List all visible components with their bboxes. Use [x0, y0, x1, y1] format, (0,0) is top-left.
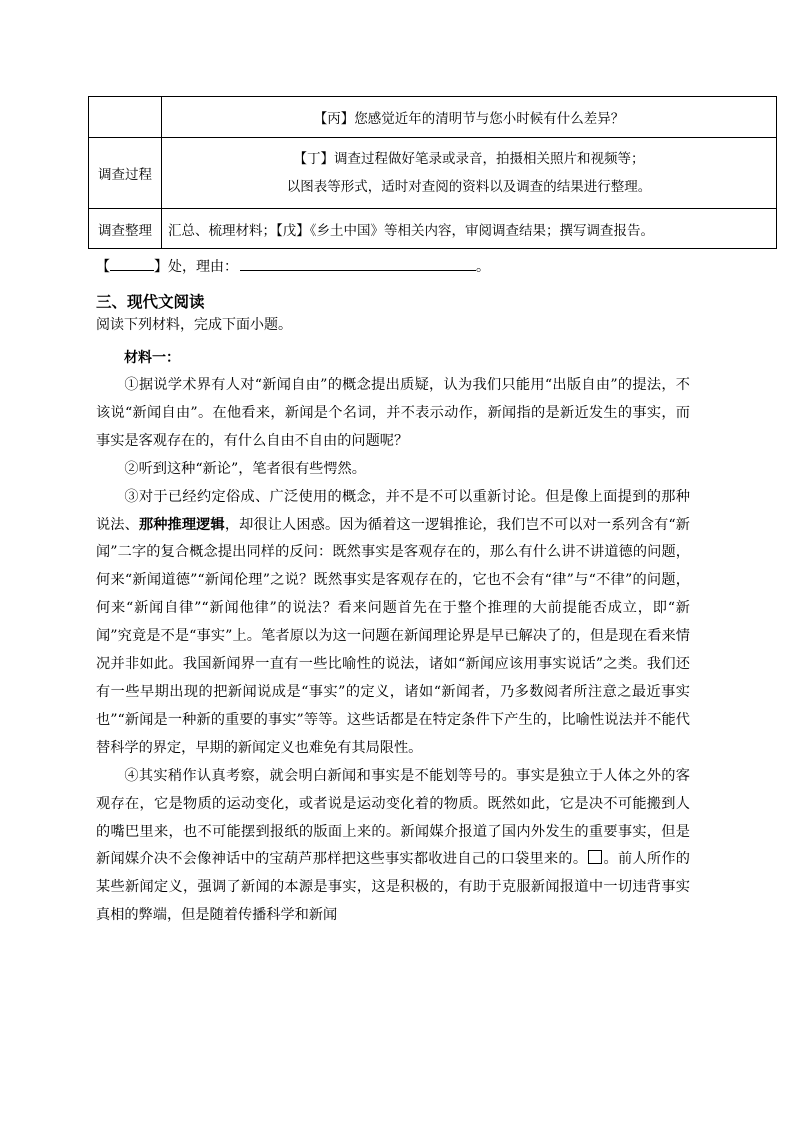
material-title: 材料一： [124, 350, 180, 366]
paragraph-3 [96, 484, 690, 763]
paragraph-1: ①据说学术界有人对“新闻自由”的概念提出质疑，认为我们只能用“出版自由”的提法，不该说“新闻自由”。在他看来，新闻是个名词，并不表示动作，新闻指的是新近发生的事实，而事实是客观存在的，有什么自由不自由的问题呢？ [96, 377, 690, 449]
paragraph-2: ②听到这种“新论”，笔者很有些愕然。 [124, 460, 366, 477]
tag-wu: 【戊】 [276, 222, 310, 239]
summary-before: 汇总、梳理材料； [168, 222, 276, 239]
survey-table [88, 96, 777, 249]
paragraph-4-part-a: ④其实稍作认真考察，就会明白新闻和事实是不能划等号的。事实是独立于人体之外的客观存在，它是物质的运动变化，或者说是运动变化着的物质。既然如此，它是决不可能搬到人的嘴巴里来，也不可能摆到报纸的版面上来的。新闻媒介报道了国内外发生的重要事实，但是新闻媒介决不会像神话中的宝葫芦那样把这些事实都收进自己的口袋里来的。 [96, 767, 690, 868]
answer-end: 。 [476, 259, 490, 275]
answer-line [96, 256, 490, 276]
section-instruction: 阅读下列材料，完成下面小题。 [96, 317, 292, 333]
process-line-1-text: 调查过程做好笔录或录音，拍摄相关照片和视频等； [334, 151, 645, 167]
section-title: 三、现代文阅读 [96, 293, 205, 311]
article-body [96, 372, 690, 930]
paragraph-3-part-b: ，却很让人困惑。因为循着这一逻辑推论，我们岂不可以对一系列含有“新闻”二字的复合概念提出同样的反问：既然事实是客观存在的，那么有什么讲不讲道德的问题，何来“新闻道德”“新闻伦理”之说？既然事实是客观存在的，它也不会有“律”与“不律”的问题，何来“新闻自律”“新闻他律”的说法？看来问题首先在于整个推理的大前提能否成立，即“新闻”究竟是不是“事实”上。笔者原以为这一问题在新闻理论界是早已解决了的，但是现在看来情况并非如此。我国新闻界一直有一些比喻性的说法，诸如“新闻应该用事实说话”之类。我们还有一些早期出现的把新闻说成是“事实”的定义，诸如“新闻者，乃多数阅者所注意之最近事实也”“新闻是一种新的重要的事实”等等。这些话都是在特定条件下产生的，比喻性说法并不能代替科学的界定，早期的新闻定义也难免有其局限性。 [96, 516, 690, 756]
process-line-2: 以图表等形式，适时对查阅的资料以及调查的结果进行整理。 [286, 179, 652, 195]
process-label: 调查过程 [89, 138, 162, 209]
emphasized-phrase: 那种推理逻辑 [138, 516, 225, 533]
answer-blank-reason[interactable] [240, 256, 476, 271]
blank-box-icon [588, 850, 602, 864]
answer-open-bracket: 【 [96, 259, 110, 275]
tag-ding: 【丁】 [293, 151, 334, 167]
summary-cell [162, 209, 777, 249]
question-bing-text: 您感觉近年的清明节与您小时候有什么差异？ [354, 111, 625, 127]
summary-label: 调查整理 [89, 209, 162, 249]
question-bing-cell [162, 97, 777, 138]
paragraph-4-part-b: 。前人所作的某些新闻定义，强调了新闻的本源是事实，这是积极的，有助于克服新闻报道中一切违背事实真相的弊端，但是随着传播科学和新闻 [96, 851, 690, 924]
process-cell [162, 138, 777, 209]
table-cell-empty [89, 97, 162, 138]
table-row [89, 97, 777, 138]
answer-blank-letter[interactable] [110, 256, 154, 271]
answer-reason-prefix: 】处，理由： [154, 259, 238, 275]
summary-after: 《乡土中国》等相关内容，审阅调查结果；撰写调查报告。 [309, 222, 654, 239]
process-line-1 [168, 145, 770, 173]
paragraph-3-part-a: ③对于已经约定俗成、广泛使用的概念，并不是不可以重新讨论。但是像上面提到的那种说法、 [96, 488, 690, 533]
tag-bing: 【丙】 [313, 111, 355, 127]
table-row [89, 209, 777, 249]
table-row [89, 138, 777, 209]
paragraph-4 [96, 763, 690, 930]
